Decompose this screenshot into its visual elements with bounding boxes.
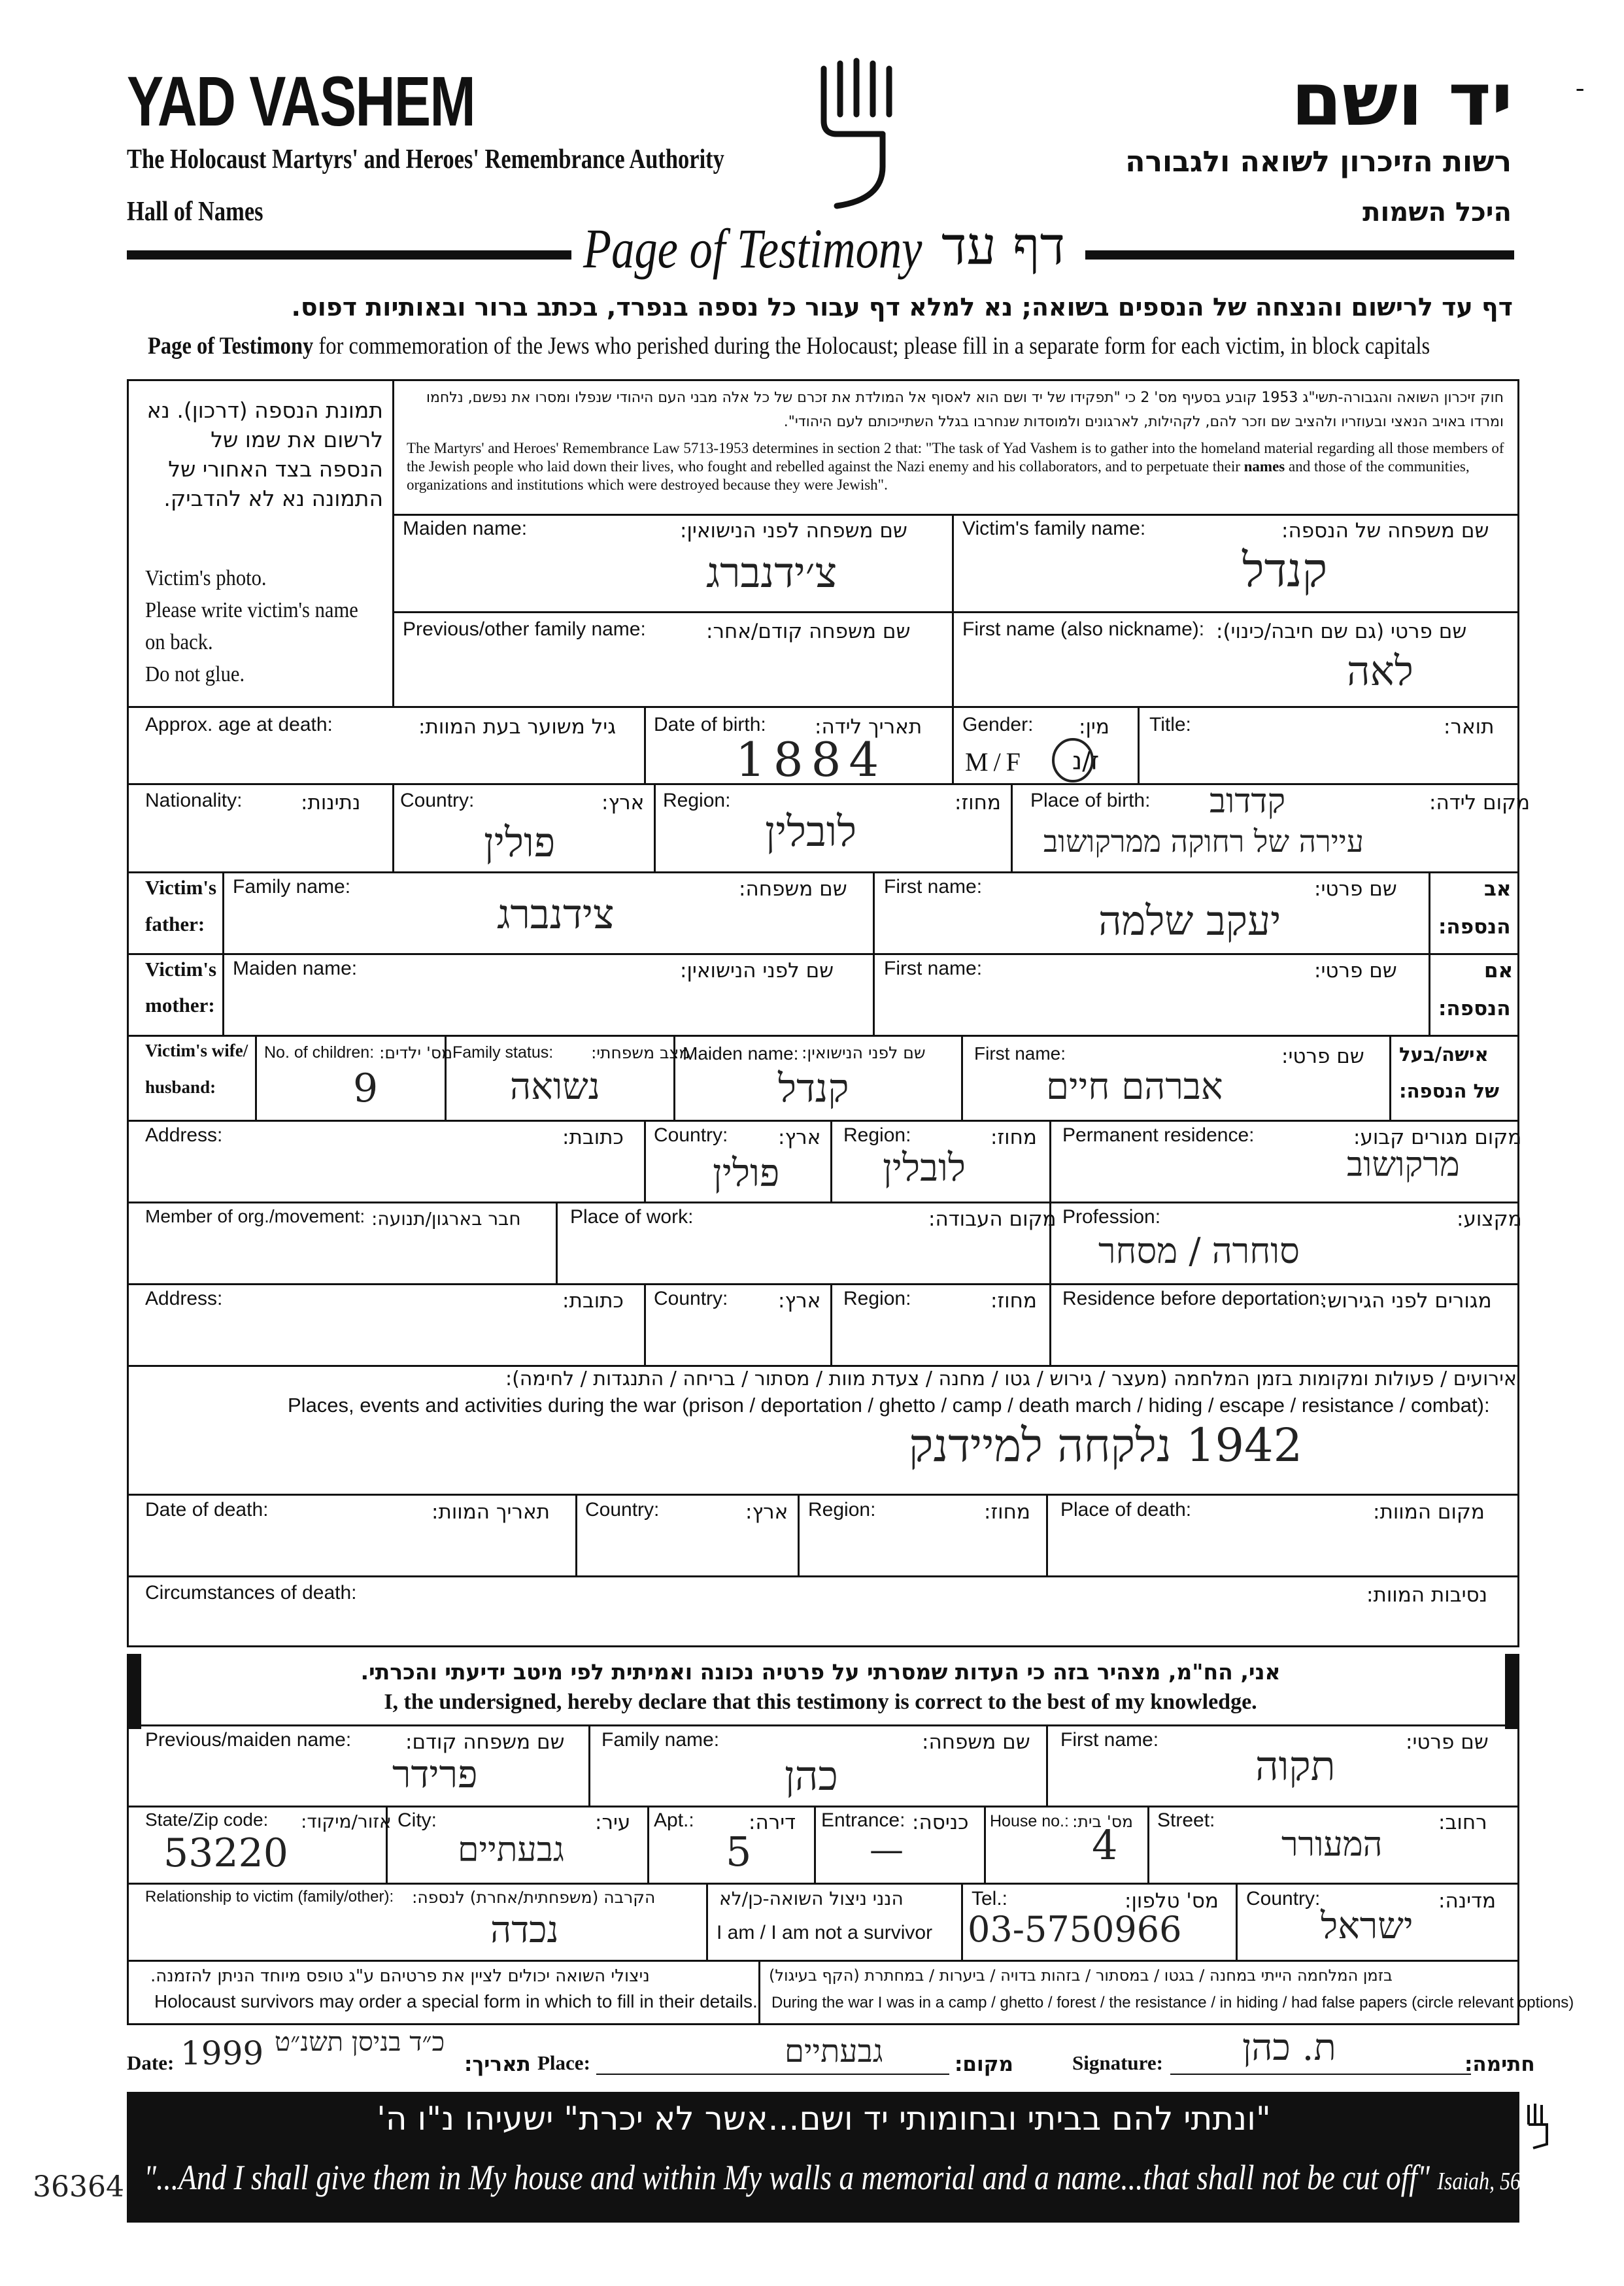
- circ-label: Circumstances of death:: [145, 1582, 357, 1604]
- addr-region-label: Region:: [843, 1124, 911, 1146]
- maiden-name-label-he: שם משפחה לפני הנישואין:: [680, 519, 907, 543]
- father-first-label-he: שם פרטי:: [1314, 877, 1397, 901]
- dod-label-he: תאריך המוות:: [431, 1500, 550, 1524]
- title-rule-right: [1085, 250, 1514, 260]
- pob-value-top[interactable]: קדדוב: [1210, 782, 1286, 821]
- circ-label-he: נסיבות המוות:: [1366, 1583, 1488, 1607]
- rule-top-row1: [392, 514, 1519, 516]
- gender-label-he: מין:: [1079, 715, 1109, 739]
- dod-region-label-he: מחוז:: [984, 1500, 1030, 1524]
- photo-line-4: Do not glue.: [145, 662, 245, 686]
- first-name-nick-label: First name (also nickname):: [962, 618, 1205, 640]
- place-value[interactable]: גבעתיים: [785, 2033, 883, 2070]
- footer-quote-en-text: "...And I shall give them in My house and within My walls a memorial and a name...that shall not be cut off": [144, 2158, 1430, 2197]
- addr-country-value[interactable]: פולין: [713, 1151, 780, 1195]
- spouse-he-1: אישה/בעל: [1399, 1043, 1489, 1066]
- maiden-name-value[interactable]: צ׳ידנברג: [706, 549, 837, 597]
- rule-row7-top: [127, 1035, 1519, 1037]
- spouse-first-value[interactable]: אברהם חיים: [1046, 1066, 1223, 1108]
- rule-v-dod2: [798, 1494, 800, 1575]
- gender-label: Gender:: [962, 714, 1034, 735]
- sub-house-label-he: מס' בית:: [1072, 1812, 1133, 1831]
- sub-first-label: First name:: [1060, 1729, 1159, 1751]
- sub-prev-label-he: שם משפחה קודם:: [405, 1730, 565, 1754]
- rule-row8-top: [127, 1120, 1519, 1122]
- dep-address-label: Address:: [145, 1288, 223, 1309]
- rule-row13-top: [127, 1575, 1519, 1577]
- during-war-en[interactable]: During the war I was in a camp / ghetto / forest / the resistance / in hiding / had false papers (circle relevant options): [771, 1994, 1574, 2011]
- rule-v-dod1: [575, 1494, 577, 1575]
- hall-of-names-he: היכל השמות: [1362, 197, 1512, 227]
- first-name-nick-label-he: שם פרטי (גם שם חיבה/כינוי):: [1216, 620, 1467, 643]
- org-subtitle-en: The Holocaust Martyrs' and Heroes' Remembrance Authority: [127, 144, 724, 175]
- family-status-value[interactable]: נשואה: [510, 1066, 601, 1108]
- victims-mother-label-2: mother:: [145, 994, 215, 1017]
- father-family-label-he: שם משפחה:: [739, 877, 847, 901]
- sub-survivor-en[interactable]: I am / I am not a survivor: [717, 1922, 933, 1943]
- intro-he: דף עד לרישום והנצחה של הנספים בשואה; נא למלא דף עבור כל נספה בנפרד, בכתב ברור ובאותיות דפוס.: [291, 293, 1513, 322]
- date-label: Date:: [127, 2051, 175, 2074]
- sub-house-label: House no.:: [990, 1812, 1069, 1830]
- family-name-label: Victim's family name:: [962, 518, 1146, 539]
- prev-name-label: Previous/other family name:: [403, 618, 646, 640]
- events-value[interactable]: 1942 נלקחה למיידנק: [909, 1419, 1303, 1472]
- dob-label: Date of birth:: [654, 714, 766, 735]
- special-form-en: Holocaust survivors may order a special form in which to fill in their details.: [154, 1991, 758, 2011]
- spouse-first-label-he: שם פרטי:: [1281, 1045, 1364, 1068]
- country-label: Country:: [400, 790, 475, 811]
- rule-v-age: [644, 706, 646, 783]
- victims-father-label-2: father:: [145, 913, 205, 935]
- rule-sub-v5: [814, 1806, 816, 1883]
- address-label-he: כתובת:: [562, 1126, 624, 1149]
- rule-sub-v6: [984, 1806, 986, 1883]
- rule-sub-v2: [1046, 1724, 1048, 1806]
- spouse-first-label: First name:: [974, 1043, 1066, 1064]
- sub-city-label-he: עיר:: [595, 1811, 631, 1834]
- corner-mark: -: [1576, 73, 1585, 102]
- rule-sub-v8: [706, 1883, 708, 1960]
- sub-prev-label: Previous/maiden name:: [145, 1729, 352, 1751]
- rule-row10-top: [127, 1283, 1519, 1285]
- rule-row3-top: [127, 706, 1519, 708]
- sub-entrance-value[interactable]: —: [870, 1830, 904, 1870]
- sub-country-label: Country:: [1246, 1888, 1321, 1909]
- family-name-label-he: שם משפחה של הנספה:: [1281, 519, 1489, 543]
- footer-quote-he: "ונתתי להם בביתי ובחומותי יד ושם...אשר לא יכרת" ישעיהו נ"ו ה': [377, 2100, 1271, 2138]
- rule-sub-v1: [588, 1724, 590, 1806]
- sub-street-value[interactable]: המעורר: [1281, 1825, 1383, 1864]
- rule-row12-top: [127, 1494, 1519, 1496]
- sub-tel-value[interactable]: 03-5750966: [968, 1909, 1182, 1950]
- sub-relationship-value[interactable]: נכדה: [490, 1909, 559, 1951]
- sub-family-value[interactable]: כהן: [785, 1752, 838, 1800]
- dob-value[interactable]: 1884: [736, 732, 887, 787]
- law-en-2b: names: [1243, 458, 1285, 475]
- declaration-bar-right: [1505, 1654, 1519, 1729]
- profession-label-he: מקצוע:: [1457, 1207, 1522, 1231]
- country-label-he: ארץ:: [601, 791, 645, 815]
- hall-of-names-en: Hall of Names: [127, 197, 263, 227]
- first-name-value[interactable]: לאה: [1347, 647, 1413, 695]
- father-family-label: Family name:: [233, 876, 351, 898]
- num-children-value[interactable]: 9: [353, 1066, 379, 1111]
- mother-he: אם: [1484, 959, 1514, 983]
- rule-v-addr2: [830, 1120, 832, 1202]
- special-form-he: ניצולי השואה יכולים לציין את פרטיהם ע"ג טופס מיוחד הניתן להזמנה.: [150, 1966, 650, 1986]
- date-value[interactable]: 1999: [180, 2034, 264, 2072]
- gender-options-he[interactable]: ז/נ: [1072, 747, 1100, 775]
- sub-entrance-label: Entrance:: [821, 1809, 905, 1831]
- member-label-he: חבר בארגון/תנועה:: [371, 1208, 521, 1230]
- place-line: [596, 2074, 949, 2075]
- perm-res-value[interactable]: מרקושוב: [1347, 1145, 1460, 1185]
- father-he: אב: [1484, 877, 1512, 901]
- dob-label-he: תאריך לידה:: [815, 715, 922, 739]
- photo-instructions-en: [145, 562, 358, 690]
- dep-country-label-he: ארץ:: [778, 1289, 821, 1313]
- sub-street-label: Street:: [1157, 1809, 1215, 1831]
- rule-v-dep3: [1049, 1283, 1051, 1365]
- rule-v-name: [952, 514, 954, 706]
- page-title-en: Page of Testimony: [583, 217, 922, 280]
- rule-v-dod3: [1046, 1494, 1048, 1575]
- law-text-en: [407, 439, 1512, 494]
- sub-tel-label-he: מס' טלפון:: [1125, 1889, 1219, 1913]
- age-label-he: גיל משוער בעת המוות:: [418, 715, 616, 739]
- sub-city-label: City:: [398, 1809, 437, 1831]
- rule-row6-top: [127, 953, 1519, 955]
- father-of-victim-he: הנספה:: [1438, 915, 1511, 939]
- father-family-value[interactable]: צידנברג: [497, 890, 615, 938]
- pod-label-he: מקום המוות:: [1373, 1500, 1485, 1524]
- pod-label: Place of death:: [1060, 1499, 1192, 1521]
- page-title-he: דף עד: [941, 216, 1066, 277]
- sub-country-label-he: מדינה:: [1438, 1889, 1497, 1913]
- rule-row5-top: [127, 871, 1519, 873]
- res-before-label: Residence before deportation:: [1062, 1288, 1325, 1309]
- gender-circle-mark: [1050, 737, 1096, 783]
- region-value[interactable]: לובלין: [765, 808, 857, 856]
- pob-label: Place of birth:: [1030, 790, 1151, 811]
- title-label: Title:: [1149, 714, 1191, 735]
- events-label-en: Places, events and activities during the war (prison / deportation / ghetto / camp / death march / hiding / escape / resistance / combat):: [288, 1394, 1490, 1417]
- spouse-label-2: husband:: [145, 1077, 216, 1097]
- footer-quote-en: [144, 2157, 1538, 2198]
- place-label-he: מקום:: [955, 2053, 1013, 2076]
- workplace-label: Place of work:: [570, 1206, 694, 1228]
- margin-hand-mark: [1523, 2098, 1556, 2151]
- rule-row9-top: [127, 1202, 1519, 1203]
- country-value[interactable]: פולין: [484, 818, 556, 866]
- address-label: Address:: [145, 1124, 223, 1146]
- num-children-label-he: מס' ילדים:: [379, 1043, 453, 1062]
- addr-country-label: Country:: [654, 1124, 728, 1146]
- photo-line-1: Victim's photo.: [145, 566, 267, 590]
- victims-mother-label-1: Victim's: [145, 958, 217, 981]
- law-text-he: חוק זיכרון השואה והגבורה-תשי"ג 1953 קובע בסעיף מס' 2 כי "תפקידו של יד ושם הוא לאסוף אל המולדת את זכרם של כל אלה מבני העם היהודי שנפלו ומסרו את נפשם, נלחמו ומרדו באויב הנאצי ובעוזריו ולהציב שם וזכר להם, לקהילות, לארגונים ולמוסדות שנחרבו בגלל השתייכותם לעם היהודי".: [426, 390, 1504, 430]
- workplace-label-he: מקום העבודה:: [928, 1207, 1057, 1231]
- intro-en: [148, 332, 1430, 360]
- rule-sub-r3: [127, 1883, 1519, 1885]
- maiden-name-label: Maiden name:: [403, 518, 528, 539]
- rule-row11-top: [127, 1365, 1519, 1367]
- gender-options[interactable]: M/F: [965, 747, 1026, 777]
- dod-country-label-he: ארץ:: [745, 1500, 788, 1524]
- sub-zip-value[interactable]: 53220: [163, 1830, 288, 1876]
- addr-region-value[interactable]: לובלין: [883, 1145, 966, 1190]
- rule-v-dep2: [830, 1283, 832, 1365]
- spouse-maiden-value[interactable]: קנדל: [778, 1066, 849, 1111]
- sub-apt-value[interactable]: 5: [726, 1828, 752, 1875]
- yad-vashem-logo: [811, 49, 909, 212]
- age-label: Approx. age at death:: [145, 714, 333, 735]
- declaration-he: אני, הח"מ, מצהיר בזה כי העדות שמסרתי על פרטיה נכונה ואמיתית לפי מיטב ידיעתי והכרתי.: [360, 1659, 1281, 1685]
- sub-survivor-he: הנני ניצול השואה-כן/לא: [719, 1888, 904, 1909]
- sub-entrance-label-he: כניסה:: [912, 1811, 969, 1834]
- rule-v-dob: [952, 706, 954, 783]
- dod-region-label: Region:: [808, 1499, 876, 1521]
- rule-mid-row12: [392, 611, 1519, 613]
- date-label-he: תאריך:: [464, 2053, 531, 2076]
- rule-v-dep1: [644, 1283, 646, 1365]
- sub-street-label-he: רחוב:: [1438, 1811, 1487, 1834]
- rule-sub-v4: [647, 1806, 649, 1883]
- law-en-2c: and those of the communities, organizations and institutions which were destroyed because they were Jewish".: [407, 458, 1470, 493]
- rule-v-region: [1011, 783, 1013, 871]
- sub-apt-label: Apt.:: [654, 1809, 694, 1831]
- rule-v-addr1: [644, 1120, 646, 1202]
- signature-label: Signature:: [1072, 2051, 1163, 2074]
- rule-v-mem1: [556, 1202, 558, 1283]
- father-first-value[interactable]: יעקב שלמה: [1098, 897, 1281, 945]
- photo-box-divider: [392, 379, 394, 706]
- rule-sub-v9: [961, 1883, 963, 1960]
- region-label-he: מחוז:: [955, 791, 1001, 815]
- rule-sub-v7: [1147, 1806, 1149, 1883]
- spouse-label-1: Victim's wife/: [145, 1041, 248, 1060]
- signature-label-he: חתימה:: [1464, 2053, 1535, 2076]
- archive-number: 36364: [33, 2170, 124, 2204]
- dep-region-label: Region:: [843, 1288, 911, 1309]
- perm-res-label-he: מקום מגורים קבוע:: [1353, 1126, 1522, 1149]
- org-name-en: YAD VASHEM: [127, 61, 475, 141]
- rule-v-gender: [1138, 706, 1140, 783]
- mother-maiden-label: Maiden name:: [233, 958, 358, 979]
- rule-v-sp4: [961, 1035, 963, 1120]
- date-he-value[interactable]: כ״ד בניסן תשנ״ט: [275, 2027, 445, 2057]
- member-label: Member of org./movement:: [145, 1206, 365, 1226]
- intro-en-text: for commemoration of the Jews who perished during the Holocaust; please fill in a separate form for each victim, in block capitals: [313, 333, 1430, 360]
- declaration-bar-left: [127, 1654, 141, 1729]
- declaration-en: I, the undersigned, hereby declare that this testimony is correct to the best of my knowledge.: [384, 1690, 1257, 1714]
- rule-v-nat: [392, 783, 394, 871]
- pob-value-bottom[interactable]: עיירה של רחוקה ממרקושוב: [1043, 824, 1364, 859]
- sub-apt-label-he: דירה:: [749, 1811, 796, 1834]
- law-en-2a: and to perpetuate their: [1105, 458, 1244, 475]
- region-label: Region:: [663, 790, 731, 811]
- mother-of-victim-he: הנספה:: [1438, 997, 1511, 1020]
- dep-address-label-he: כתובת:: [562, 1289, 624, 1313]
- dep-country-label: Country:: [654, 1288, 728, 1309]
- rule-sub-v10: [1236, 1883, 1238, 1960]
- father-first-label: First name:: [884, 876, 983, 898]
- sub-state-label: State/Zip code:: [145, 1809, 269, 1830]
- prev-name-label-he: שם משפחה קודם/אחר:: [706, 620, 911, 643]
- rule-v-sp5: [1389, 1035, 1391, 1120]
- sub-first-value[interactable]: תקוה: [1255, 1742, 1336, 1790]
- num-children-label: No. of children:: [264, 1043, 375, 1062]
- victims-father-label-1: Victim's: [145, 876, 217, 899]
- sub-city-value[interactable]: גבעתיים: [458, 1830, 565, 1870]
- nationality-label-he: נתינות:: [301, 791, 361, 815]
- during-war-he: בזמן המלחמה הייתי במחנה / בגטו / במסתור / בזהות בדויה / ביערות / במחתרת (הקף בעיגול): [769, 1966, 1393, 1985]
- res-before-label-he: מגורים לפני הגירוש:: [1321, 1289, 1492, 1313]
- footer-isaiah-ref: Isaiah, 56:5: [1437, 2168, 1538, 2195]
- family-name-value[interactable]: קנדל: [1242, 543, 1328, 597]
- photo-instructions-he: תמונת הנספה (דרכון). נא לרשום את שמו של הנספה בצד האחורי של התמונה נא לא להדביק.: [146, 397, 383, 511]
- sub-relationship-label: Relationship to victim (family/other):: [145, 1888, 394, 1906]
- addr-country-label-he: ארץ:: [778, 1126, 821, 1149]
- signature-line: [1170, 2074, 1471, 2075]
- sub-relationship-label-he: הקרבה (משפחתית/אחרת) לנספה:: [412, 1888, 656, 1907]
- profession-value[interactable]: סוחרה / מסחר: [1098, 1230, 1300, 1271]
- mother-maiden-label-he: שם לפני הנישואין:: [680, 959, 834, 983]
- sub-tel-label: Tel.:: [972, 1888, 1008, 1909]
- org-subtitle-he: רשות הזיכרון לשואה ולגבורה: [1125, 145, 1512, 178]
- org-name-he: יד ושם: [1291, 58, 1513, 143]
- photo-line-3: on back.: [145, 630, 213, 654]
- law-en-1: The Martyrs' and Heroes' Remembrance Law 5713-1953 determines in section 2 that: "The task of Yad Vashem is to gather into the homeland material regarding all those members of the Jewish people who laid down their lives, who fought and rebelled against the Nazi enemy and his collaborators,: [407, 440, 1504, 475]
- photo-line-2: Please write victim's name: [145, 598, 358, 622]
- spouse-he-2: של הנספה:: [1399, 1080, 1500, 1102]
- place-label: Place:: [537, 2051, 590, 2074]
- title-label-he: תואר:: [1444, 715, 1495, 739]
- mother-first-label-he: שם פרטי:: [1314, 959, 1397, 983]
- sub-family-label: Family name:: [601, 1729, 720, 1751]
- sub-state-label-he: אזור/מיקוד:: [301, 1811, 392, 1832]
- sub-country-value[interactable]: ישראל: [1321, 1905, 1413, 1947]
- addr-region-label-he: מחוז:: [990, 1126, 1037, 1149]
- sub-first-label-he: שם פרטי:: [1406, 1730, 1489, 1754]
- spouse-maiden-label-he: שם לפני הנישואין:: [802, 1043, 926, 1062]
- sub-prev-value[interactable]: פרידר: [392, 1752, 478, 1796]
- perm-res-label: Permanent residence:: [1062, 1124, 1255, 1146]
- mother-first-label: First name:: [884, 958, 983, 979]
- title-rule-left: [127, 250, 571, 260]
- rule-v-addr3: [1049, 1120, 1051, 1202]
- family-status-label-he: מצב משפחתי:: [591, 1043, 690, 1062]
- rule-v-sp1: [255, 1035, 257, 1120]
- signature-value[interactable]: ת. כהן: [1242, 2026, 1336, 2069]
- dod-country-label: Country:: [585, 1499, 660, 1521]
- sub-house-value[interactable]: 4: [1092, 1821, 1118, 1869]
- intro-en-bold: Page of Testimony: [148, 333, 314, 360]
- nationality-label: Nationality:: [145, 790, 243, 811]
- family-status-label: Family status:: [452, 1043, 554, 1062]
- rule-sub-r4: [127, 1960, 1519, 1962]
- rule-sub-r2: [127, 1806, 1519, 1807]
- rule-v-country: [654, 783, 656, 871]
- rule-sub-v11: [758, 1960, 760, 2025]
- sub-family-label-he: שם משפחה:: [922, 1730, 1030, 1754]
- dep-region-label-he: מחוז:: [990, 1289, 1037, 1313]
- spouse-maiden-label: Maiden name:: [683, 1043, 799, 1064]
- pob-label-he: מקום לידה:: [1429, 791, 1531, 815]
- events-label-he: אירועים / פעולות ומקומות בזמן המלחמה (מעצר / גירוש / גטו / מחנה / צעדת מוות / מסתור / בריחה / התנגדות / לחימה):: [505, 1368, 1517, 1390]
- profession-label: Profession:: [1062, 1206, 1161, 1228]
- dod-label: Date of death:: [145, 1499, 269, 1521]
